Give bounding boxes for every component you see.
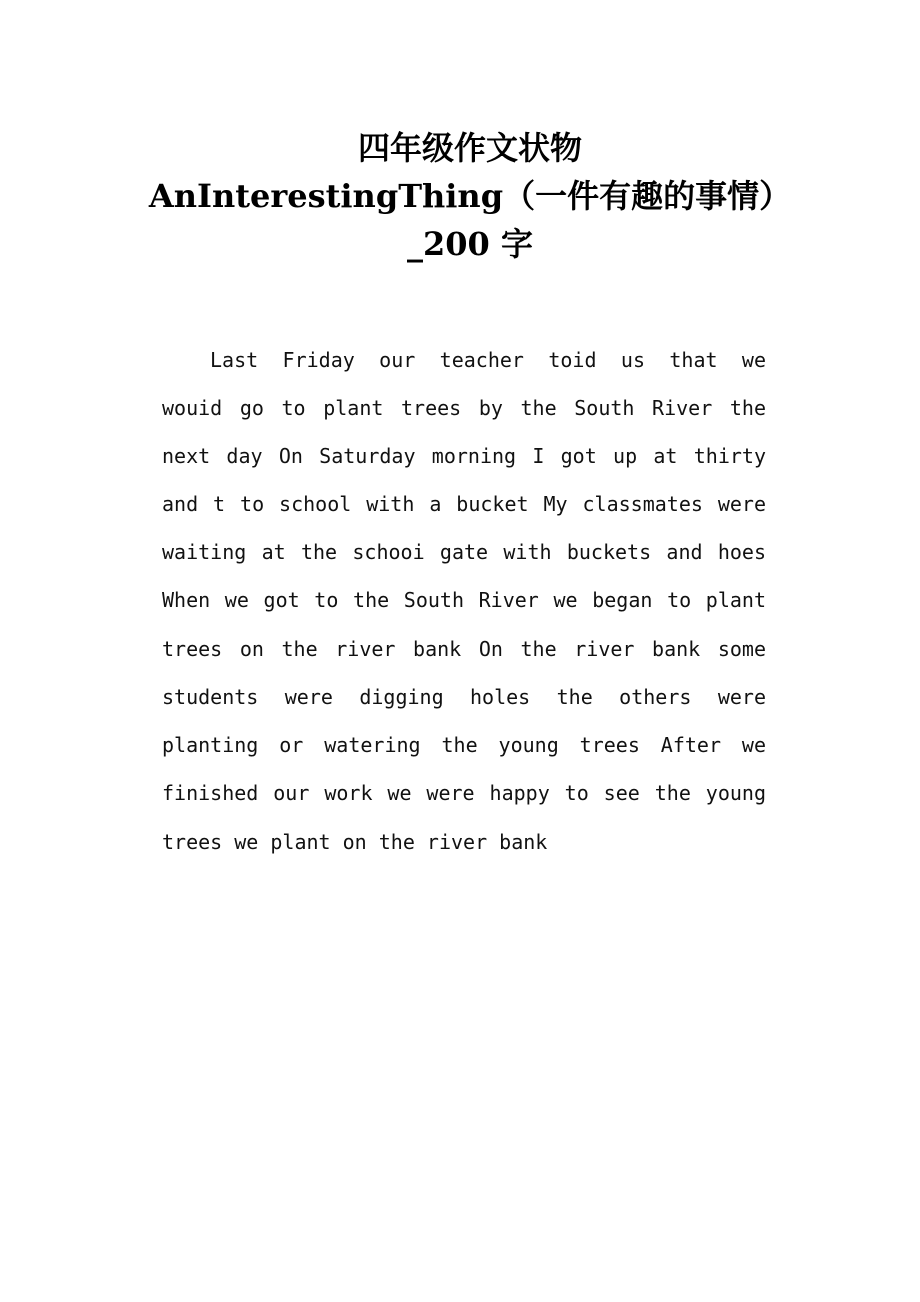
body-line-4: and t to school with a bucket My classmates were bbox=[162, 492, 766, 516]
body-line-9: planting or watering the young trees After we bbox=[162, 733, 766, 757]
body-line-10: finished our work we were happy to see the young bbox=[162, 781, 766, 805]
body-line-5: waiting at the schooi gate with buckets and hoes bbox=[162, 540, 766, 564]
body-line-1: Last Friday our teacher toid us that we bbox=[210, 348, 766, 372]
title-line-2: AnInterestingThing（一件有趣的事情） bbox=[148, 177, 792, 215]
title-line-3: _200 字 bbox=[407, 225, 533, 263]
body-line-6: When we got to the South River we began to plant bbox=[162, 588, 766, 612]
body-line-11: trees we plant on the river bank bbox=[162, 830, 548, 854]
body-line-3: next day On Saturday morning I got up at thirty bbox=[162, 444, 766, 468]
title-line-1: 四年级作文状物 bbox=[357, 129, 582, 167]
body-line-8: students were digging holes the others were bbox=[162, 685, 766, 709]
body-line-7: trees on the river bank On the river bank some bbox=[162, 637, 766, 661]
body-line-2: wouid go to plant trees by the South River the bbox=[162, 396, 766, 420]
